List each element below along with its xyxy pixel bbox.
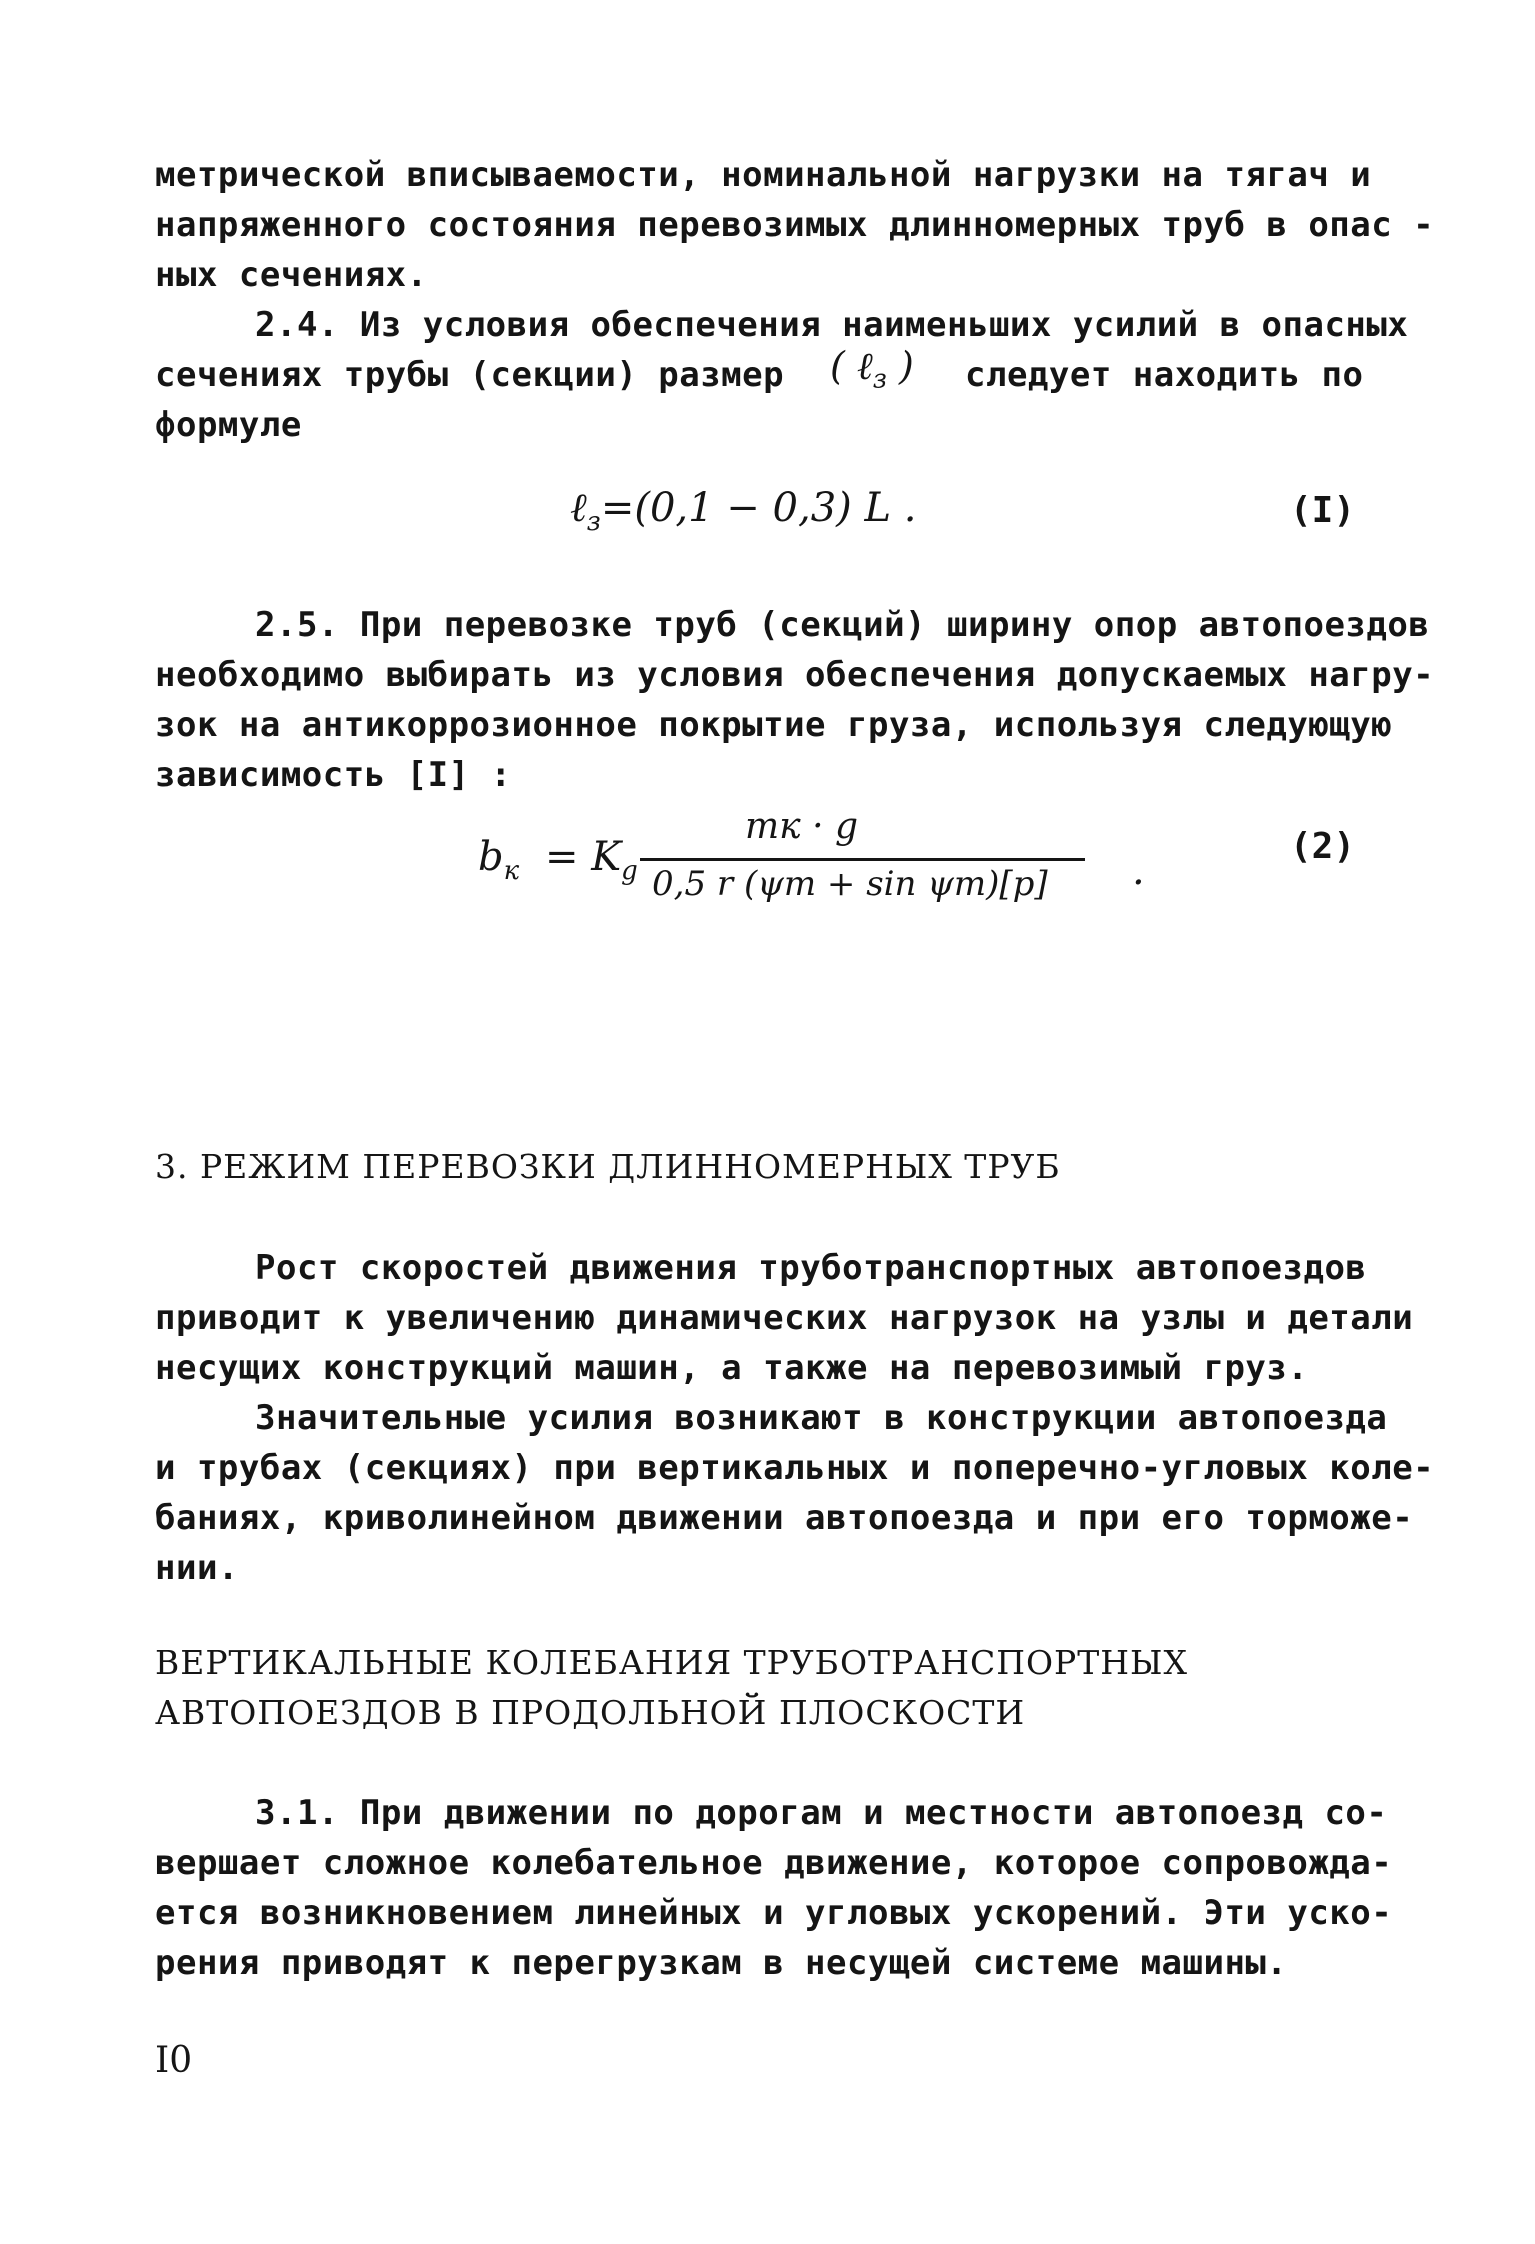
text-line: ных сечениях. bbox=[155, 255, 428, 295]
text-line: 2.4. Из условия обеспечения наименьших усилий в опасных bbox=[255, 305, 1409, 345]
text-line: ется возникновением линейных и угловых ускорений. Эти уско- bbox=[155, 1893, 1393, 1933]
text-line: формуле bbox=[155, 405, 302, 445]
text-line: зависимость [I] : bbox=[155, 755, 512, 795]
formula-2-lhs: $b_к$ bbox=[478, 834, 520, 886]
text-line: приводит к увеличению динамических нагрузок на узлы и детали bbox=[155, 1298, 1414, 1338]
formula-2-period: . bbox=[1132, 848, 1145, 894]
subsection-heading: ВЕРТИКАЛЬНЫЕ КОЛЕБАНИЯ ТРУБОТРАНСПОРТНЫХ bbox=[155, 1643, 1189, 1682]
text-line: баниях, криволинейном движении автопоезда и при его торможе- bbox=[155, 1498, 1414, 1538]
text-line: напряженного состояния перевозимых длинномерных труб в опас - bbox=[155, 205, 1435, 245]
text-line: 3.1. При движении по дорогам и местности автопоезд со- bbox=[255, 1793, 1388, 1833]
text-line: рения приводят к перегрузкам в несущей системе машины. bbox=[155, 1943, 1288, 1983]
text-line: метрической вписываемости, номинальной нагрузки на тягач и bbox=[155, 155, 1372, 195]
text-line: вершает сложное колебательное движение, которое сопровожда- bbox=[155, 1843, 1393, 1883]
text-line: Значительные усилия возникают в конструкции автопоезда bbox=[255, 1398, 1388, 1438]
fraction-bar bbox=[640, 858, 1085, 861]
formula-1: ℓ$_з$=(0,1 − 0,3) L . bbox=[570, 485, 917, 537]
text-line: несущих конструкций машин, а также на перевозимый груз. bbox=[155, 1348, 1309, 1388]
inline-symbol: ( ℓ$_з$ ) bbox=[830, 344, 914, 395]
equation-number: (I) bbox=[1290, 490, 1356, 531]
formula-2-denominator: 0,5 r (ψт + sin ψт)[p] bbox=[652, 864, 1048, 904]
section-heading: 3. РЕЖИМ ПЕРЕВОЗКИ ДЛИННОМЕРНЫХ ТРУБ bbox=[155, 1147, 1061, 1186]
equation-number: (2) bbox=[1290, 826, 1356, 867]
text-line: 2.5. При перевозке труб (секций) ширину опор автопоездов bbox=[255, 605, 1430, 645]
text-line: нии. bbox=[155, 1548, 239, 1588]
text-line: сечениях трубы (секции) размер bbox=[155, 355, 785, 395]
text-line: зок на антикоррозионное покрытие груза, используя следующую bbox=[155, 705, 1393, 745]
formula-2-numerator: mк · g bbox=[745, 806, 859, 847]
subsection-heading: АВТОПОЕЗДОВ В ПРОДОЛЬНОЙ ПЛОСКОСТИ bbox=[155, 1693, 1026, 1732]
text-line: Рост скоростей движения труботранспортных автопоездов bbox=[255, 1248, 1367, 1288]
text-line: необходимо выбирать из условия обеспечения допускаемых нагру- bbox=[155, 655, 1435, 695]
page-number: I0 bbox=[155, 2040, 193, 2081]
formula-2-coefficient: = $K_g$ bbox=[545, 834, 638, 886]
text-line: и трубах (секциях) при вертикальных и поперечно-угловых коле- bbox=[155, 1448, 1435, 1488]
text-line: следует находить по bbox=[965, 355, 1364, 395]
